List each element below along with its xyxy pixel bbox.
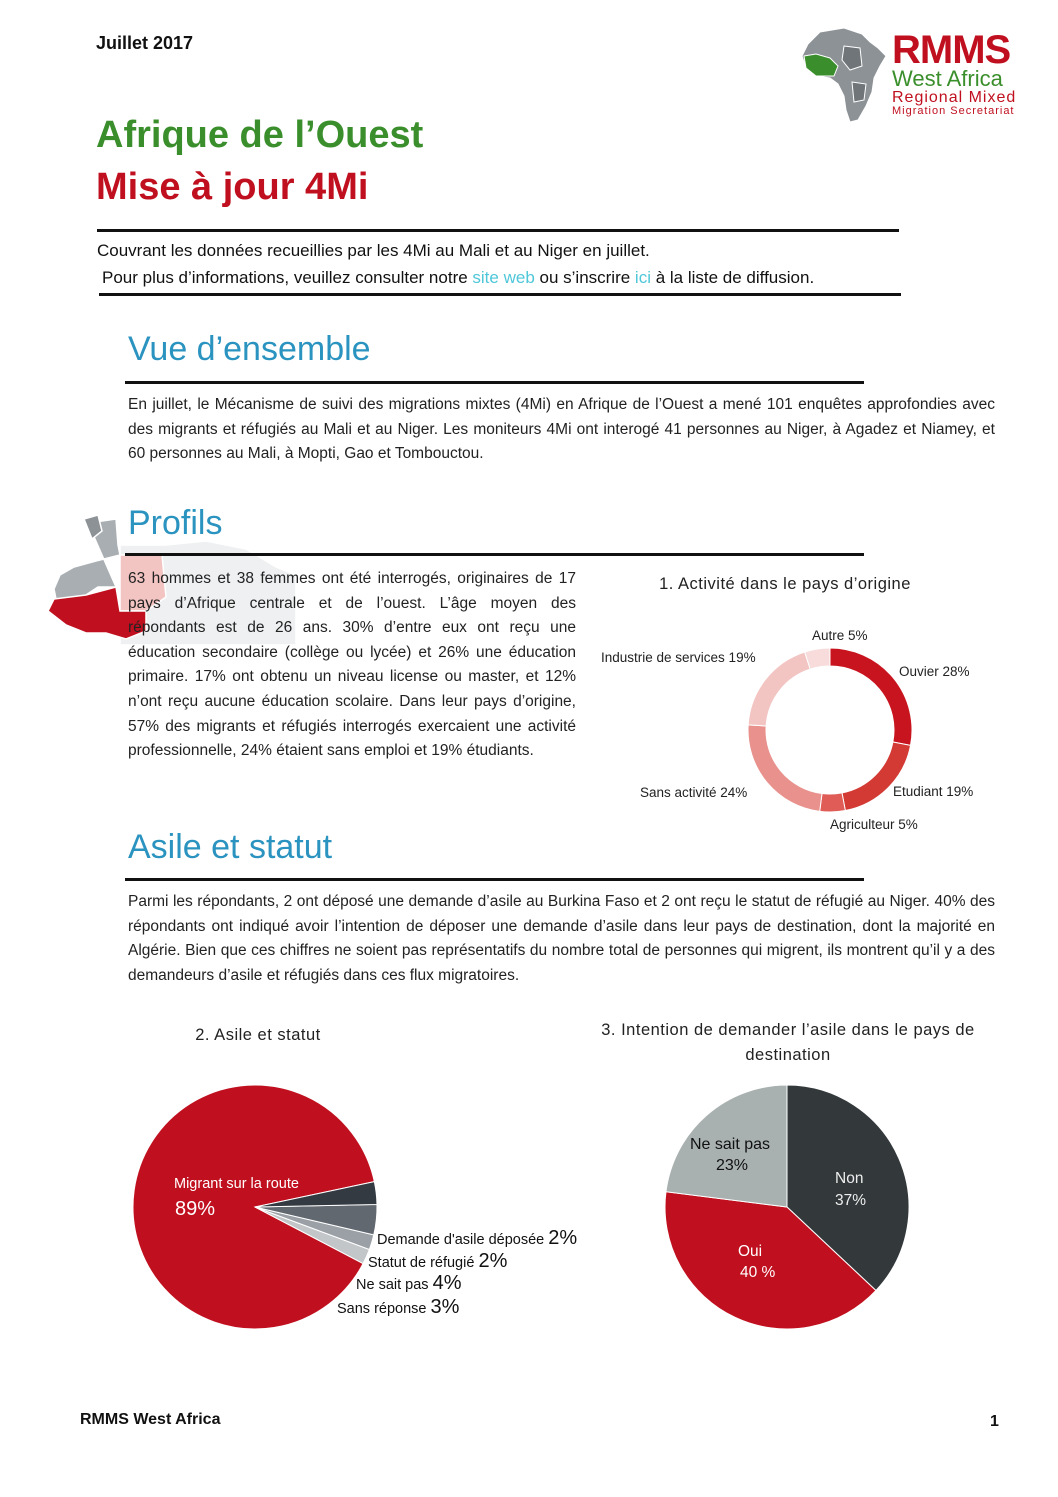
intro-line-1: Couvrant les données recueillies par les 4Mi au Mali et au Niger en juillet. [97,241,650,260]
africa-map-icon [800,26,890,126]
donut-label-farmer: Agriculteur 5% [830,817,918,832]
pie2-value-migrant: 89% [175,1198,216,1220]
pie2-label-asylum-text: Demande d'asile déposée [377,1232,545,1248]
report-date: Juillet 2017 [96,33,194,53]
donut-label-student: Etudiant 19% [893,784,974,799]
intro-text-b: ou s’inscrire [534,268,635,287]
donut-slice-3 [748,725,822,812]
logo-line3: Regional Mixed [892,89,1017,106]
donut-label-unemployed: Sans activité 24% [640,785,748,800]
intro-text [97,237,814,291]
logo-line4: Migration Secretariat [892,105,1015,117]
pie2-label-asylum [377,1227,577,1250]
chart-1-title: 1. Activité dans le pays d’origine [659,575,911,593]
donut-slice-2 [820,793,846,812]
footer-org: RMMS West Africa [80,1411,221,1428]
pie2-value-noanswer: 3% [430,1296,460,1318]
pie3-value-no: 37% [835,1192,867,1209]
divider [97,229,899,232]
page-title: Afrique de l’Ouest [96,114,424,156]
divider [125,381,864,384]
donut-slice-1 [842,742,911,811]
page-subtitle: Mise à jour 4Mi [96,166,369,208]
pie2-label-unknown-text: Ne sait pas [356,1277,429,1293]
logo-subtitle: West Africa [892,66,1003,91]
pie3-value-dontknow: 23% [716,1157,749,1174]
donut-slice-0 [830,648,912,745]
pie3-value-yes: 40 % [740,1264,776,1281]
overview-heading: Vue d’ensemble [128,330,371,368]
pie3-label-dontknow: Ne sait pas [690,1136,771,1153]
pie2-label-noanswer-text: Sans réponse [337,1301,427,1317]
pie2-value-asylum: 2% [548,1227,578,1249]
donut-label-services: Industrie de services 19% [601,650,756,665]
chart-3-title: 3. Intention de demander l’asile dans le pays de destination [601,1021,975,1064]
website-link[interactable]: site web [472,268,535,287]
asylum-status-pie-chart [130,1082,380,1332]
pie3-label-no: Non [835,1170,864,1187]
intro-line-2 [97,264,814,291]
pie2-label-unknown [356,1272,461,1295]
divider [99,293,901,296]
donut-label-other: Autre 5% [812,628,868,643]
activity-donut-chart [745,645,915,815]
pie2-label-noanswer [337,1296,459,1319]
pie2-label-migrant: Migrant sur la route [174,1176,299,1192]
intro-text-c: à la liste de diffusion. [650,268,815,287]
profiles-text: 63 hommes et 38 femmes ont été interrogés, originaires de 17 pays d’Afrique centrale et de l’ouest. L’âge moyen des répondants est de 26 ans. 30% d’entre eux ont reçu une éducation secondaire (collège ou lycée) et 26% une éducation primaire. 17% ont obtenu un niveau license ou master, et 12% n’ont reçu aucune éducation scolaire. Dans leur pays d’origine, 57% des migrants et réfugiés interrogés exercaient une activité professionnelle, 24% étaient sans emploi et 19% étudiants. [128,570,576,760]
divider [125,878,864,881]
rmms-logo [800,26,1032,126]
asylum-intention-pie-chart [662,1082,912,1332]
pie2-value-unknown: 4% [432,1272,462,1294]
subscribe-link[interactable]: ici [634,268,651,287]
asylum-heading: Asile et statut [128,828,333,866]
profiles-heading: Profils [128,504,223,542]
intro-text-a: Pour plus d’informations, veuillez consulter notre [102,268,473,287]
divider [125,553,864,556]
pie2-label-refugee [368,1250,507,1273]
pie2-label-refugee-text: Statut de réfugié [368,1255,475,1271]
pie2-value-refugee: 2% [478,1250,508,1272]
pie3-label-yes: Oui [738,1243,763,1260]
overview-text: En juillet, le Mécanisme de suivi des migrations mixtes (4Mi) en Afrique de l’Ouest a mené 101 enquêtes approfondies avec des migrants et réfugiés au Mali et au Niger. Les moniteurs 4Mi ont interogé 41 personnes au Niger, à Agadez et Niamey, et 60 personnes au Mali, à Mopti, Gao et Tombouctou. [128,396,995,463]
donut-slice-4 [748,652,810,726]
donut-label-worker: Ouvier 28% [899,664,970,679]
chart-2-title: 2. Asile et statut [195,1026,321,1044]
page-number: 1 [990,1413,999,1430]
logo-title: RMMS [892,28,1011,72]
asylum-text: Parmi les répondants, 2 ont déposé une demande d’asile au Burkina Faso et 2 ont reçu le statut de réfugié au Niger. 40% des répondants ont indiqué avoir l’intention de déposer une demande d’asile dans leur pays de destination, dont la majorité en Algérie. Bien que ces chiffres ne soient pas représentatifs du nombre total de personnes qui migrent, ils montrent qu’il y a des demandeurs d’asile et réfugiés dans ces flux migratoires. [128,893,995,984]
